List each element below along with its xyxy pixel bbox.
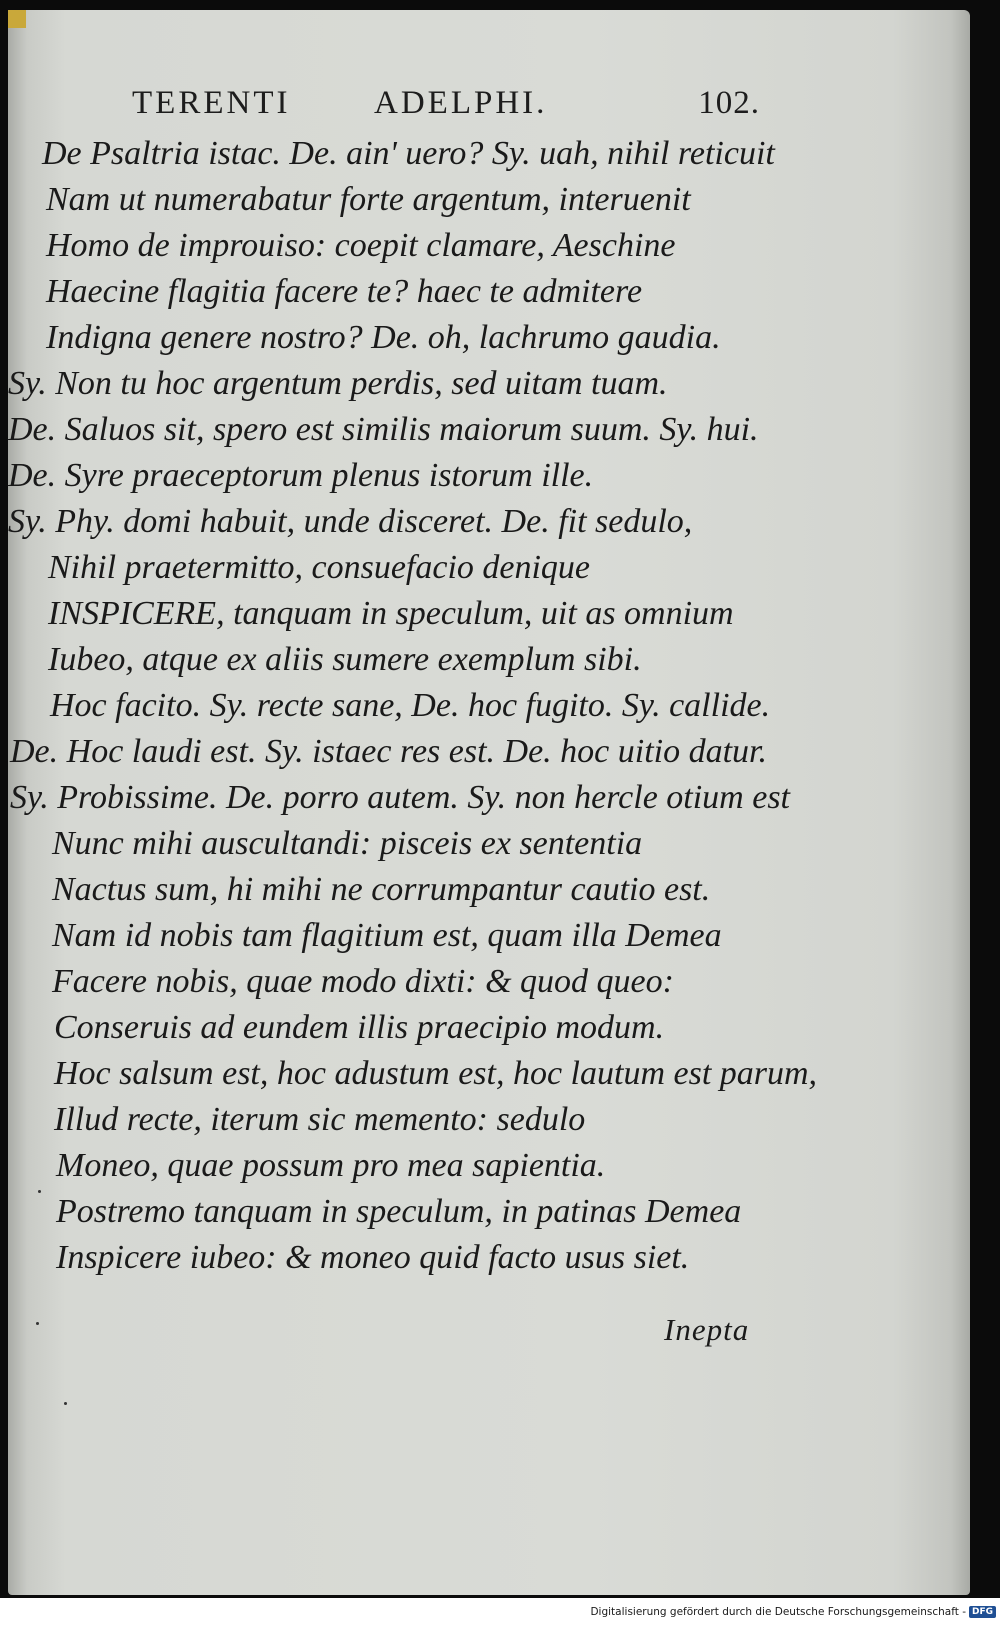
text-line: Nihil praetermitto, consuefacio denique bbox=[48, 549, 591, 586]
text-line: Nunc mihi auscultandi: pisceis ex sententia bbox=[52, 825, 643, 862]
running-header bbox=[132, 85, 772, 129]
ink-speck bbox=[36, 1322, 39, 1325]
text-line: Haecine flagitia facere te? haec te admitere bbox=[46, 273, 643, 310]
text-line: De. Hoc laudi est. Sy. istaec res est. De. hoc uitio datur. bbox=[10, 733, 768, 770]
digitization-footer bbox=[590, 1606, 996, 1618]
footer-text: Digitalisierung gefördert durch die Deutsche Forschungsgemeinschaft - bbox=[590, 1606, 966, 1618]
text-line: Sy. Probissime. De. porro autem. Sy. non hercle otium est bbox=[10, 779, 791, 816]
text-line: Nam id nobis tam flagitium est, quam illa Demea bbox=[52, 917, 722, 954]
text-line: Nam ut numerabatur forte argentum, interuenit bbox=[46, 181, 691, 218]
dfg-logo: DFG bbox=[969, 1606, 996, 1618]
text-line: Homo de improuiso: coepit clamare, Aeschine bbox=[46, 227, 676, 264]
ink-speck bbox=[38, 1190, 41, 1193]
text-line: Nactus sum, hi mihi ne corrumpantur cautio est. bbox=[52, 871, 711, 908]
text-line: Hoc facito. Sy. recte sane, De. hoc fugito. Sy. callide. bbox=[50, 687, 771, 724]
text-line: De Psaltria istac. De. ain' uero? Sy. uah, nihil reticuit bbox=[42, 135, 775, 172]
catchword: Inepta bbox=[664, 1312, 750, 1347]
text-line: Indigna genere nostro? De. oh, lachrumo gaudia. bbox=[46, 319, 721, 356]
text-line: Illud recte, iterum sic memento: sedulo bbox=[54, 1101, 586, 1138]
text-line: Inspicere iubeo: & moneo quid facto usus siet. bbox=[56, 1239, 690, 1276]
ink-speck bbox=[64, 1402, 67, 1405]
text-line: Conseruis ad eundem illis praecipio modum. bbox=[54, 1009, 665, 1046]
text-line: Iubeo, atque ex aliis sumere exemplum sibi. bbox=[48, 641, 642, 678]
header-author: TERENTI bbox=[132, 85, 291, 121]
text-line: INSPICERE, tanquam in speculum, uit as omnium bbox=[48, 595, 734, 632]
text-line: Moneo, quae possum pro mea sapientia. bbox=[56, 1147, 606, 1184]
text-line: Sy. Non tu hoc argentum perdis, sed uitam tuam. bbox=[8, 365, 668, 402]
text-line: Postremo tanquam in speculum, in patinas Demea bbox=[56, 1193, 742, 1230]
text-line: De. Saluos sit, spero est similis maiorum suum. Sy. hui. bbox=[8, 411, 759, 448]
text-line: De. Syre praeceptorum plenus istorum ille. bbox=[8, 457, 594, 494]
page-number: 102. bbox=[698, 85, 760, 121]
page-corner-mark bbox=[8, 10, 26, 28]
book-page bbox=[8, 10, 970, 1595]
text-line: Hoc salsum est, hoc adustum est, hoc lautum est parum, bbox=[54, 1055, 818, 1092]
header-title: ADELPHI. bbox=[374, 85, 548, 121]
text-line: Sy. Phy. domi habuit, unde disceret. De. fit sedulo, bbox=[8, 503, 693, 540]
text-line: Facere nobis, quae modo dixti: & quod queo: bbox=[52, 963, 674, 1000]
